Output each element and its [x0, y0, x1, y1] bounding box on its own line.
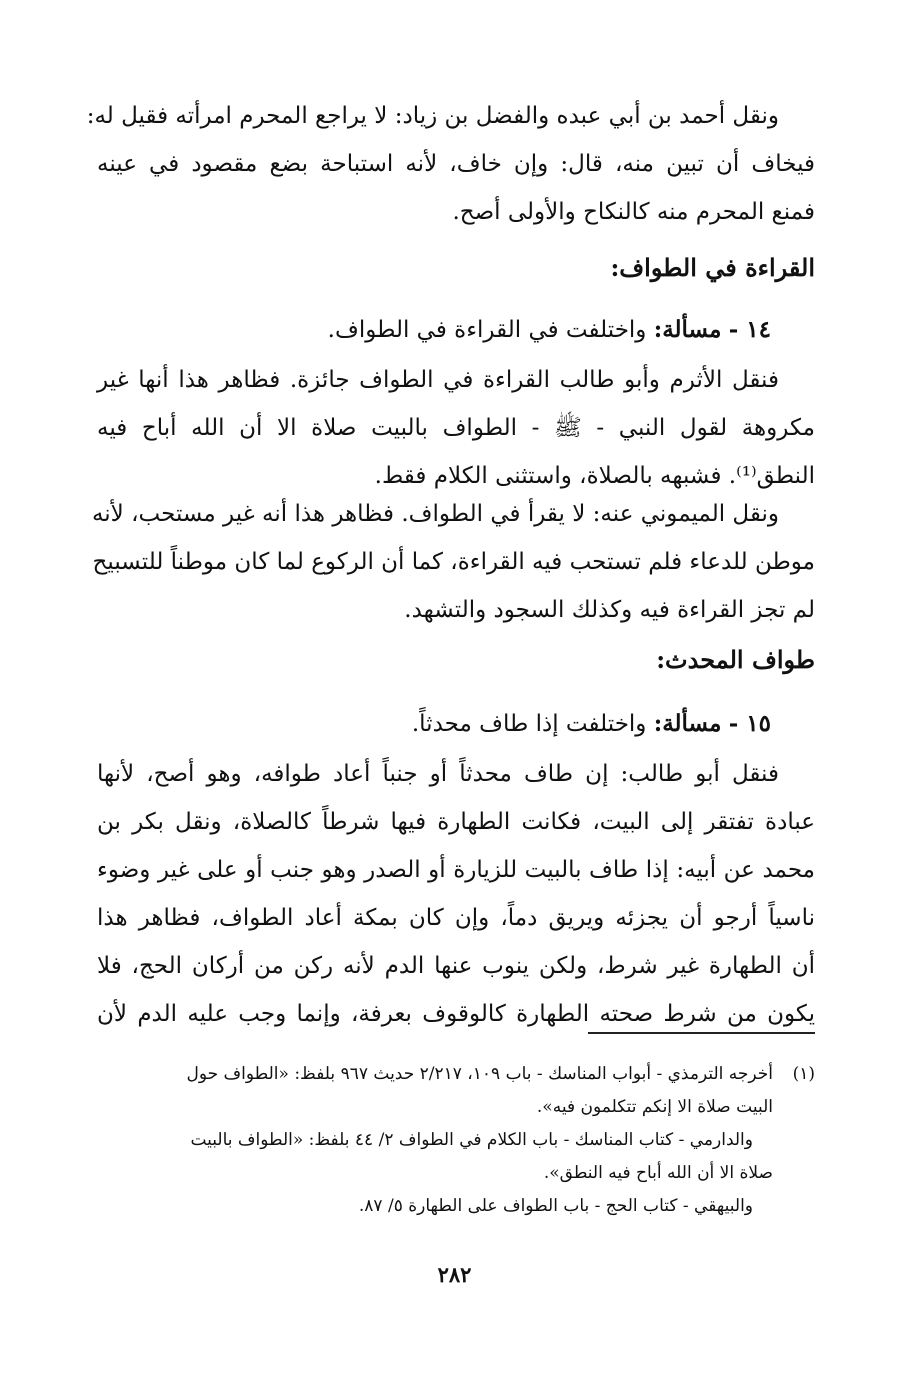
text-line: محمد عن أبيه: إذا طاف بالبيت للزيارة أو الصدر وهو جنب أو على غير وضوء — [97, 857, 815, 883]
section-heading-impure-tawaf: طواف المحدث: — [656, 645, 815, 674]
question-label: مسألة: — [653, 316, 722, 343]
text-line: فنقل الأثرم وأبو طالب القراءة في الطواف جائزة. فظاهر هذا أنها غير — [97, 367, 779, 393]
paragraph-athram — [97, 356, 815, 500]
footnote-line: أخرجه الترمذي - أبواب المناسك - باب ١٠٩، ٢/٢١٧ حديث ٩٦٧ بلفظ: «الطواف حول — [186, 1064, 773, 1084]
paragraph-maymuni — [91, 490, 815, 634]
question-number: ١٥ - — [728, 710, 771, 737]
footnote-line: والبيهقي - كتاب الحج - باب الطواف على الطهارة ٥/ ٨٧. — [358, 1196, 753, 1216]
footnote-line: البيت صلاة الا إنكم تتكلمون فيه». — [536, 1097, 773, 1117]
text-line: عبادة تفتقر إلى البيت، فكانت الطهارة فيها شرطاً كالصلاة، ونقل بكر بن — [97, 809, 815, 835]
text-line: موطن للدعاء فلم تستحب فيه القراءة، كما أن الركوع لما كان موطناً للتسبيح — [92, 549, 815, 575]
footnote-separator — [588, 1032, 815, 1034]
section-heading-recitation: القراءة في الطواف: — [610, 253, 815, 282]
question-text: واختلفت في القراءة في الطواف. — [327, 317, 647, 343]
footnote-line: والدارمي - كتاب المناسك - باب الكلام في الطواف ٢/ ٤٤ بلفظ: «الطواف بالبيت — [190, 1130, 753, 1150]
question-text: واختلفت إذا طاف محدثاً. — [411, 711, 647, 737]
question-label: مسألة: — [653, 710, 722, 737]
text-line: ونقل أحمد بن أبي عبده والفضل بن زياد: لا يراجع المحرم امرأته فقيل له: — [86, 103, 779, 129]
text-line: لم تجز القراءة فيه وكذلك السجود والتشهد. — [404, 597, 815, 623]
text-line: فنقل أبو طالب: إن طاف محدثاً أو جنباً أعاد طوافه، وهو أصح، لأنها — [97, 761, 779, 787]
question-number: ١٤ - — [728, 316, 771, 343]
text-line: مكروهة لقول النبي - ﷺ - الطواف بالبيت صلاة الا أن الله أباح فيه — [97, 415, 815, 441]
text-line: فمنع المحرم منه كالنكاح والأولى أصح. — [452, 199, 815, 225]
question-14 — [53, 306, 815, 354]
footnote-1 — [97, 1058, 815, 1223]
paragraph-wife-return — [86, 92, 815, 236]
footnote-line: صلاة الا أن الله أباح فيه النطق». — [543, 1163, 773, 1183]
text-line: ونقل الميموني عنه: لا يقرأ في الطواف. فظاهر هذا أنه غير مستحب، لأنه — [91, 501, 779, 527]
footnote-number: (١) — [792, 1064, 815, 1084]
paragraph-abu-talib — [97, 750, 815, 1038]
question-15 — [53, 700, 815, 748]
text-line: يكون من شرط صحته الطهارة كالوقوف بعرفة، وإنما وجب عليه الدم لأن — [97, 1001, 815, 1027]
text-line: أن الطهارة غير شرط، ولكن ينوب عنها الدم لأنه ركن من أركان الحج، فلا — [97, 953, 815, 979]
text-line: فيخاف أن تبين منه، قال: وإن خاف، لأنه استباحة بضع مقصود في عينه — [97, 151, 815, 177]
page-number: ٢٨٢ — [437, 1262, 472, 1287]
text-line: ناسياً أرجو أن يجزئه ويريق دماً، وإن كان بمكة أعاد الطواف، فظاهر هذا — [97, 905, 815, 931]
text-line: النطق⁽¹⁾. فشبهه بالصلاة، واستثنى الكلام فقط. — [374, 463, 815, 489]
